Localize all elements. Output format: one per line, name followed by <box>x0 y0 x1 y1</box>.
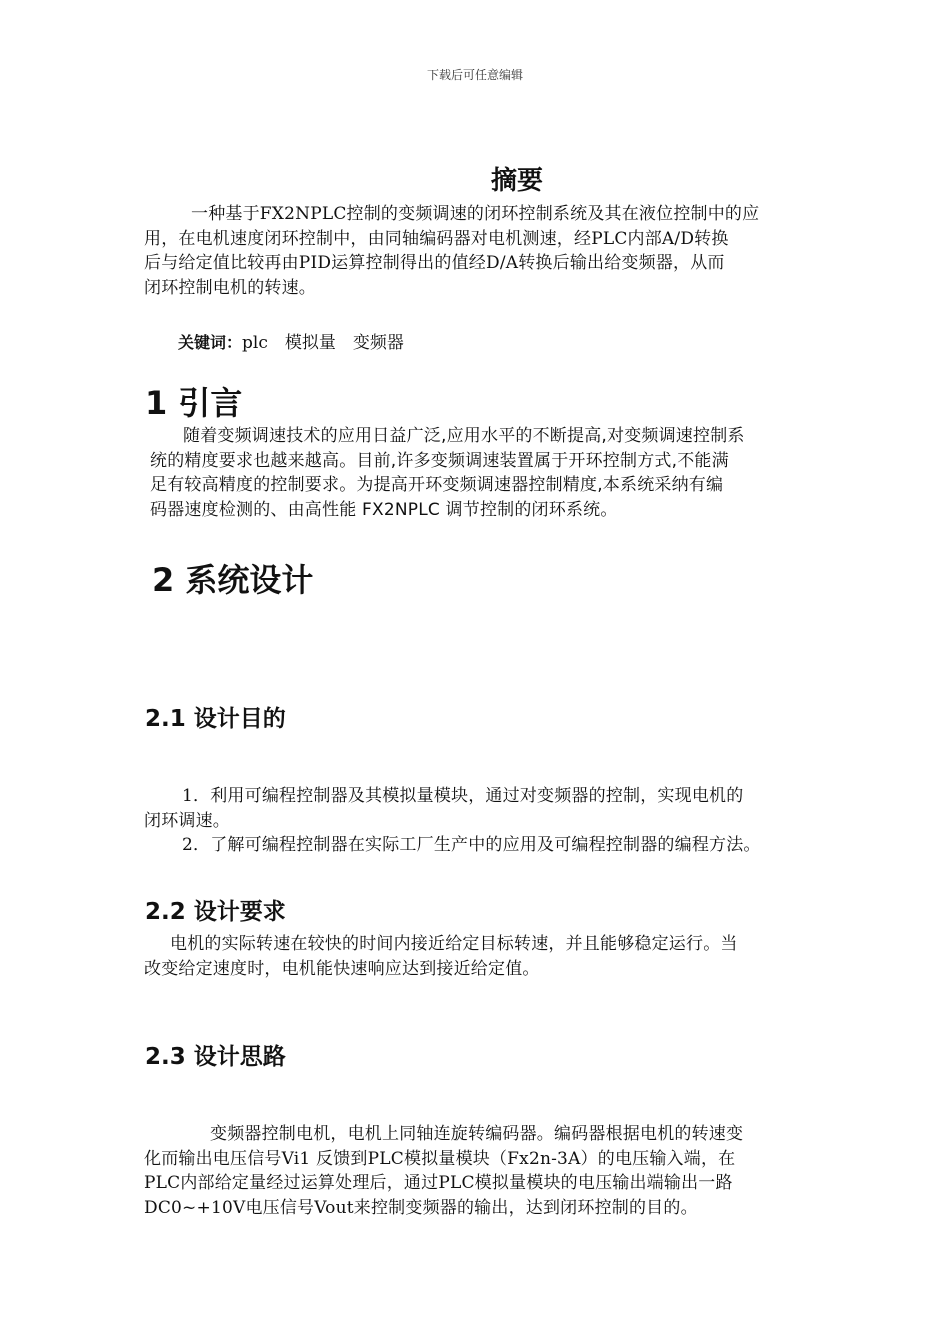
keywords-label: 关键词： <box>178 333 243 352</box>
section-2-1-heading: 2.1 设计目的 <box>145 706 286 732</box>
section-2-2-body <box>144 932 834 981</box>
section-2-3-line-1: 变频器控制电机，电机上同轴连旋转编码器。编码器根据电机的转速变 <box>210 1124 744 1144</box>
keywords-value: plc 模拟量 变频器 <box>242 333 404 353</box>
abstract-line-3: 后与给定值比较再由PID运算控制得出的值经D/A转换后输出给变频器，从而 <box>144 253 725 273</box>
section-2-2-heading: 2.2 设计要求 <box>145 899 286 925</box>
abstract-body <box>144 202 824 300</box>
section-2-heading: 2 系统设计 <box>152 561 314 599</box>
page-header: 下载后可任意编辑 <box>426 68 523 82</box>
section-2-3-line-3: PLC内部给定量经过运算处理后，通过PLC模拟量模块的电压输出端输出一路 <box>144 1173 733 1193</box>
section-2-1-body <box>144 784 834 858</box>
section-2-3-body <box>144 1122 834 1220</box>
section-2-3-line-2: 化而输出电压信号Vi1 反馈到PLC模拟量模块（Fx2n-3A）的电压输入端，在 <box>144 1148 736 1169</box>
section-2-1-line-3: 2．了解可编程控制器在实际工厂生产中的应用及可编程控制器的编程方法。 <box>182 835 761 855</box>
section-1-line-1: 随着变频调速技术的应用日益广泛,应用水平的不断提高,对变频调速控制系 <box>183 426 745 446</box>
abstract-line-1: 一种基于FX2NPLC控制的变频调速的闭环控制系统及其在液位控制中的应 <box>191 204 760 224</box>
section-1-line-3: 足有较高精度的控制要求。为提高开环变频调速器控制精度,本系统采纳有编 <box>150 475 724 495</box>
section-2-3-line-4: DC0~+10V电压信号Vout来控制变频器的输出，达到闭环控制的目的。 <box>144 1197 698 1218</box>
section-1-line-4: 码器速度检测的、由高性能 FX2NPLC 调节控制的闭环系统。 <box>150 499 618 520</box>
section-2-3-heading: 2.3 设计思路 <box>145 1044 286 1070</box>
abstract-line-4: 闭环控制电机的转速。 <box>144 277 316 298</box>
section-1-line-2: 统的精度要求也越来越高。目前,许多变频调速装置属于开环控制方式,不能满 <box>150 450 729 471</box>
section-2-1-line-2: 闭环调速。 <box>144 810 230 831</box>
abstract-title: 摘要 <box>490 166 543 196</box>
section-1-heading: 1 引言 <box>145 384 243 422</box>
abstract-line-2: 用，在电机速度闭环控制中，由同轴编码器对电机测速，经PLC内部A/D转换 <box>144 228 729 249</box>
section-1-body <box>150 424 830 522</box>
section-2-2-line-1: 电机的实际转速在较快的时间内接近给定目标转速，并且能够稳定运行。当 <box>170 934 738 954</box>
section-2-1-line-1: 1．利用可编程控制器及其模拟量模块，通过对变频器的控制，实现电机的 <box>182 786 744 806</box>
section-2-2-line-2: 改变给定速度时，电机能快速响应达到接近给定值。 <box>144 958 540 979</box>
keywords-line <box>178 328 404 353</box>
